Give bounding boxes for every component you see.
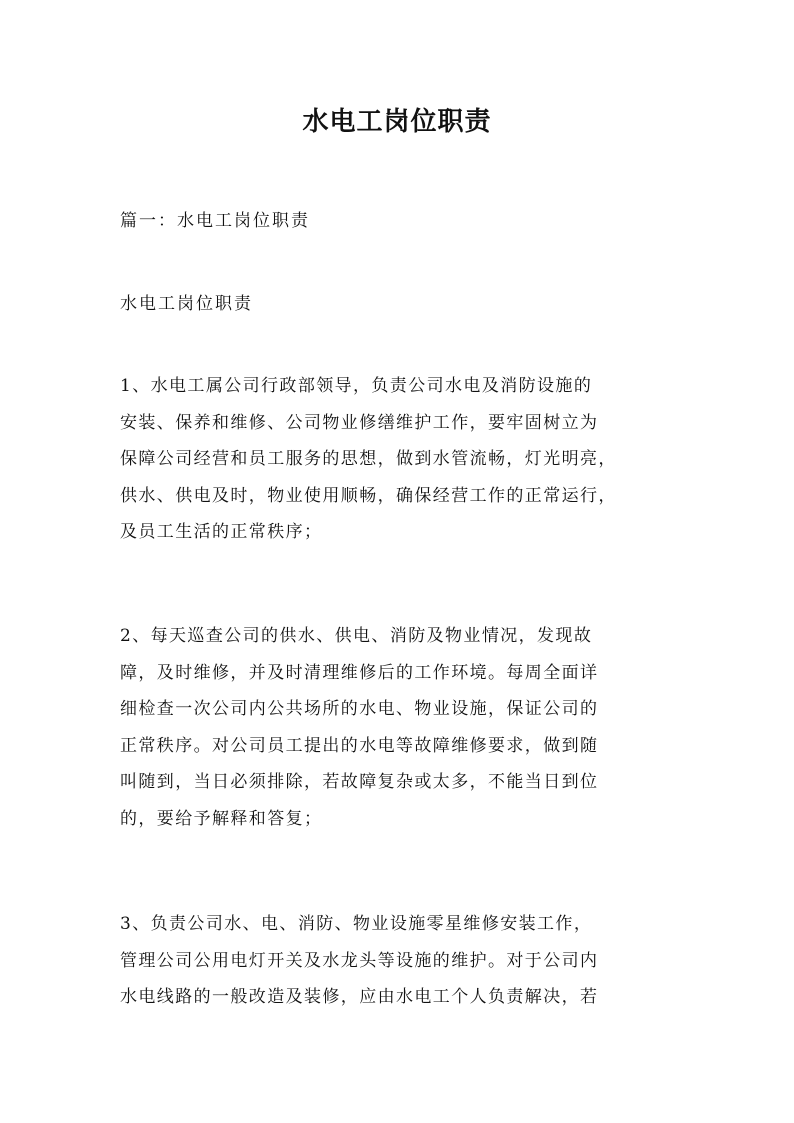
paragraph-2 xyxy=(120,618,680,837)
paragraph-3 xyxy=(120,906,680,1016)
paragraph-line: 3、负责公司水、电、消防、物业设施零星维修安装工作， xyxy=(120,914,593,934)
paragraph-line: 管理公司公用电灯开关及水龙头等设施的维护。对于公司内 xyxy=(120,950,599,971)
document-title: 水电工岗位职责 xyxy=(302,107,492,137)
paragraph-line: 及员工生活的正常秩序； xyxy=(120,522,323,542)
paragraph-line: 1、水电工属公司行政部领导，负责公司水电及消防设施的 xyxy=(120,376,593,396)
paragraph-line: 保障公司经营和员工服务的思想，做到水管流畅，灯光明亮， xyxy=(120,449,617,469)
paragraph-line: 障，及时维修，并及时清理维修后的工作环境。每周全面详 xyxy=(120,662,599,683)
paragraph-line: 供水、供电及时，物业使用顺畅，确保经营工作的正常运行， xyxy=(120,485,617,506)
paragraph-line: 细检查一次公司内公共场所的水电、物业设施，保证公司的 xyxy=(120,699,599,719)
paragraph-line: 安装、保养和维修、公司物业修缮维护工作，要牢固树立为 xyxy=(120,412,599,433)
section-heading: 篇一：水电工岗位职责 xyxy=(120,211,310,231)
sub-heading: 水电工岗位职责 xyxy=(120,294,253,314)
paragraph-1 xyxy=(120,368,680,551)
paragraph-line: 的，要给予解释和答复； xyxy=(120,808,323,829)
paragraph-line: 叫随到，当日必须排除，若故障复杂或太多，不能当日到位 xyxy=(120,772,599,792)
paragraph-line: 2、每天巡查公司的供水、供电、消防及物业情况，发现故 xyxy=(120,626,593,646)
paragraph-line: 正常秩序。对公司员工提出的水电等故障维修要求，做到随 xyxy=(120,735,599,756)
paragraph-line: 水电线路的一般改造及装修，应由水电工个人负责解决，若 xyxy=(120,987,599,1007)
